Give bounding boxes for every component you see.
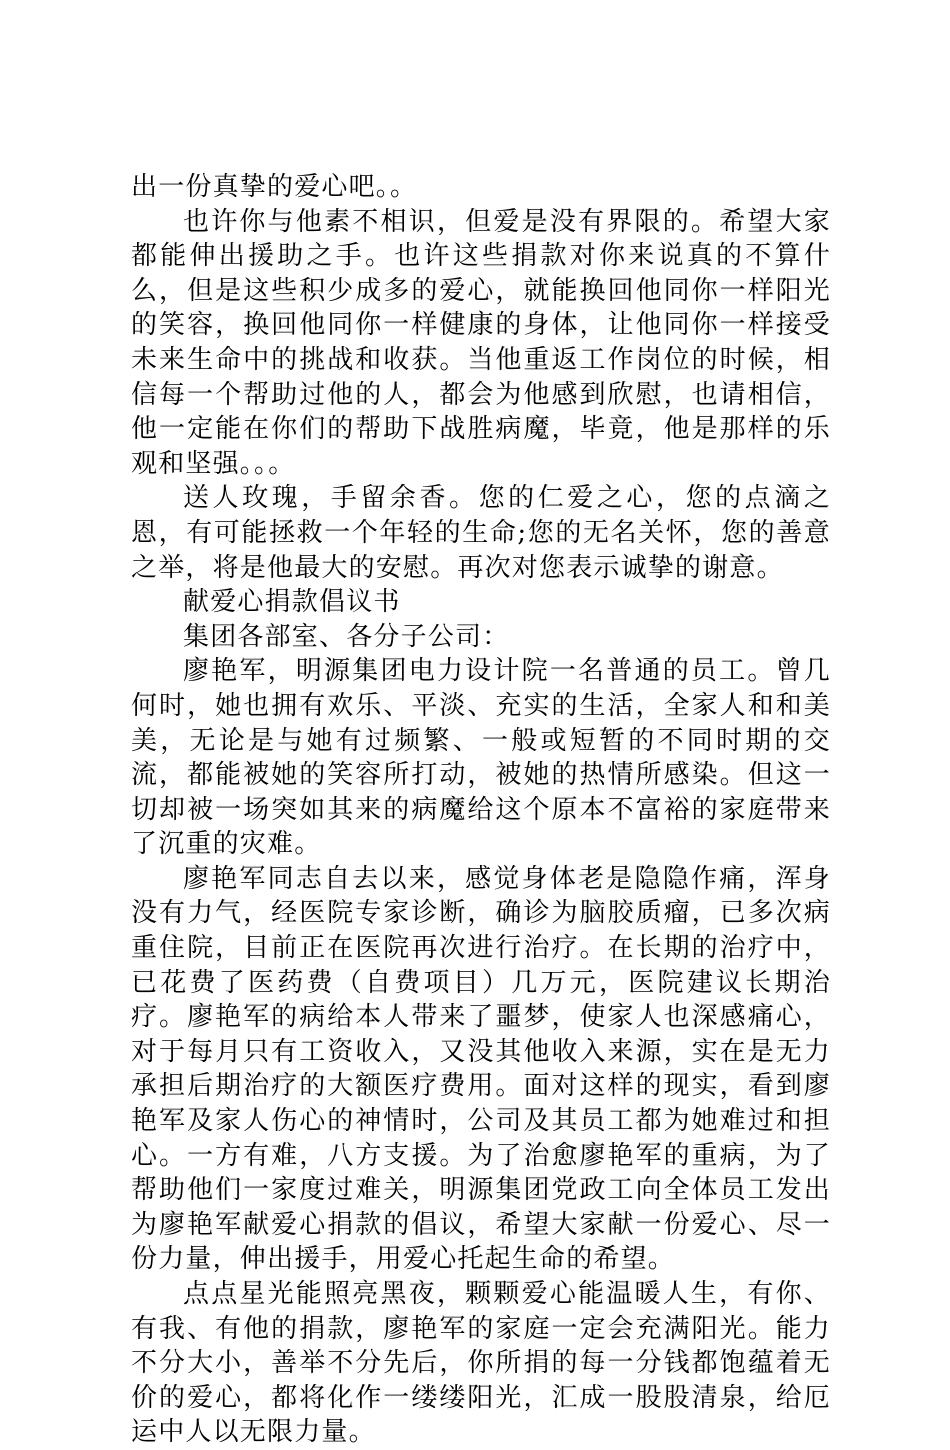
document-page <box>131 170 831 1450</box>
paragraph-encouragement: 也许你与他素不相识，但爱是没有界限的。希望大家都能伸出援助之手。也许这些捐款对你来说真的不算什么，但是这些积少成多的爱心，就能换回他同你一样阳光的笑容，换回他同你一样健康的身体，让他同你一样接受未来生命中的挑战和收获。当他重返工作岗位的时候，相信每一个帮助过他的人，都会为他感到欣慰，也请相信，他一定能在你们的帮助下战胜病魔，毕竟，他是那样的乐观和坚强。。。 <box>131 206 831 479</box>
salutation: 集团各部室、各分子公司： <box>183 621 510 652</box>
paragraph-introduction: 廖艳军，明源集团电力设计院一名普通的员工。曾几何时，她也拥有欢乐、平淡、充实的生活，全家人和和美美，无论是与她有过频繁、一般或短暂的不同时期的交流，都能被她的笑容所打动，被她的热情所感染。但这一切却被一场突如其来的病魔给这个原本不富裕的家庭带来了沉重的灾难。 <box>131 656 831 860</box>
paragraph-situation: 廖艳军同志自去以来，感觉身体老是隐隐作痛，浑身没有力气，经医院专家诊断，确诊为脑胶质瘤，已多次病重住院，目前正在医院再次进行治疗。在长期的治疗中，已花费了医药费（自费项目）几万元，医院建议长期治疗。廖艳军的病给本人带来了噩梦，使家人也深感痛心，对于每月只有工资收入，又没其他收入来源，实在是无力承担后期治疗的大额医疗费用。面对这样的现实，看到廖艳军及家人伤心的神情时，公司及其员工都为她难过和担心。一方有难，八方支援。为了治愈廖艳军的重病，为了帮助他们一家度过难关，明源集团党政工向全体员工发出为廖艳军献爱心捐款的倡议，希望大家献一份爱心、尽一份力量，伸出援手，用爱心托起生命的希望。 <box>131 863 831 1275</box>
paragraph-thanks: 送人玫瑰，手留余香。您的仁爱之心，您的点滴之恩，有可能拯救一个年轻的生命;您的无名关怀，您的善意之举，将是他最大的安慰。再次对您表示诚挚的谢意。 <box>131 483 831 583</box>
paragraph-opening-fragment: 出一份真挚的爱心吧。。 <box>131 172 418 202</box>
paragraph-appeal: 点点星光能照亮黑夜，颗颗爱心能温暖人生，有你、有我、有他的捐款，廖艳军的家庭一定会充满阳光。能力不分大小，善举不分先后，你所捐的每一分钱都饱蕴着无价的爱心，都将化作一缕缕阳光，汇成一股股清泉，给厄运中人以无限力量。 <box>131 1279 831 1448</box>
document-title: 献爱心捐款倡议书 <box>183 587 401 618</box>
